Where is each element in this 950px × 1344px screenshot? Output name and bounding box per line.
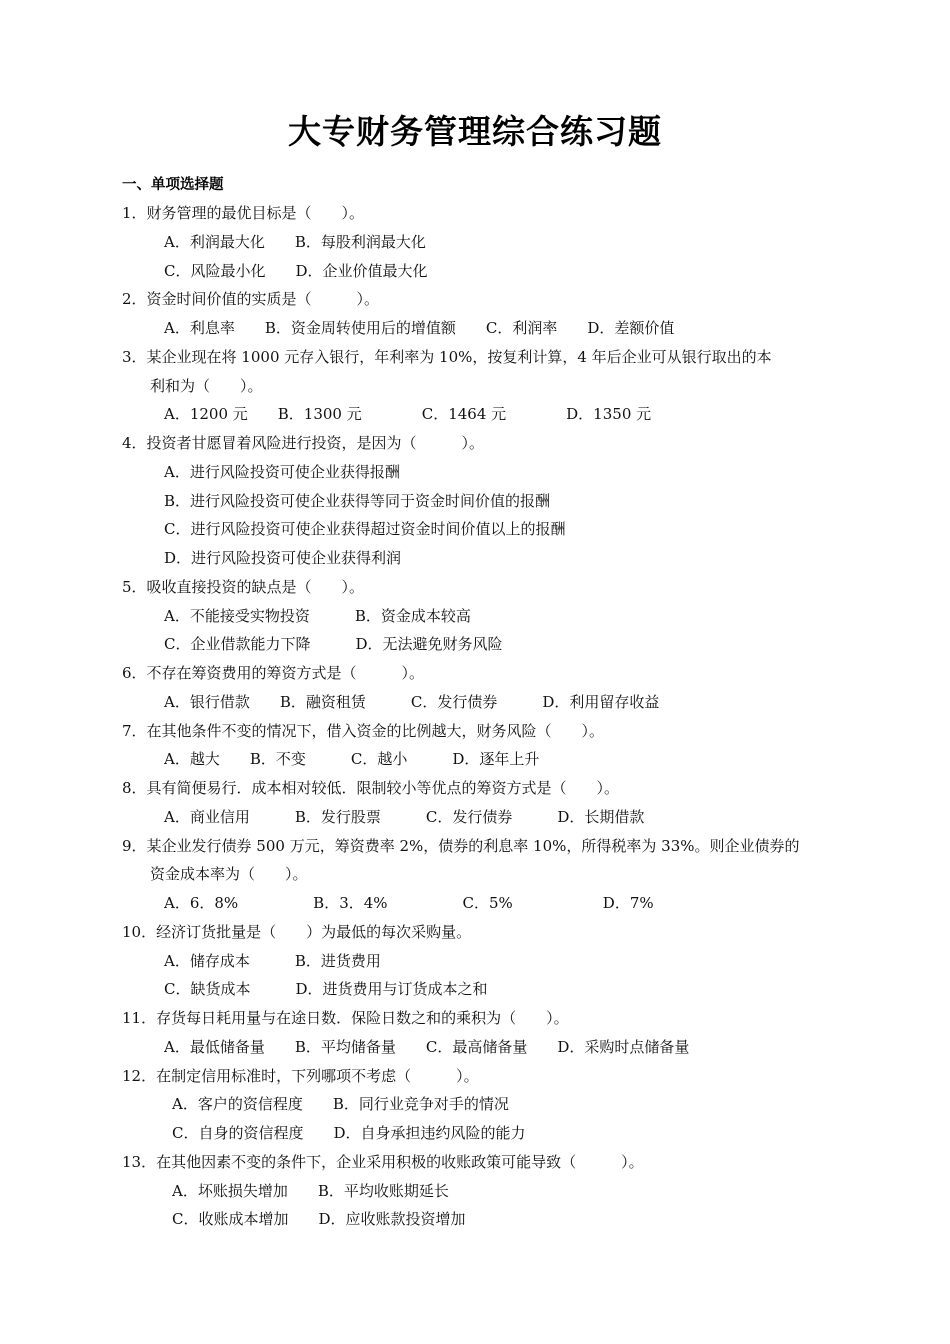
option-line: C．进行风险投资可使企业获得超过资金时间价值以上的报酬	[164, 520, 566, 539]
question-line: 12．在制定信用标准时，下列哪项不考虑（ ）。	[122, 1066, 479, 1085]
option-line: C．企业借款能力下降 D．无法避免财务风险	[164, 635, 503, 654]
question-continuation-line: 利和为（ ）。	[150, 376, 263, 395]
option-line: C．自身的资信程度 D．自身承担违约风险的能力	[172, 1124, 526, 1142]
question-line: 5．吸收直接投资的缺点是（ ）。	[122, 577, 365, 596]
option-line: C．风险最小化 D．企业价值最大化	[164, 261, 428, 280]
option-line: B．进行风险投资可使企业获得等同于资金时间价值的报酬	[164, 491, 551, 510]
option-line: A．进行风险投资可使企业获得报酬	[164, 462, 400, 481]
question-line: 6．不存在筹资费用的筹资方式是（ ）。	[122, 664, 425, 682]
option-line: A．商业信用 B．发行股票 C．发行债券 D．长期借款	[164, 807, 645, 826]
question-list	[122, 199, 842, 1234]
option-line: D．进行风险投资可使企业获得利润	[164, 549, 402, 567]
section-heading: 一、单项选择题	[122, 177, 224, 193]
question-line: 7．在其他条件不变的情况下，借入资金的比例越大，财务风险（ ）。	[122, 721, 605, 740]
question-line: 9．某企业发行债券 500 万元，筹资费率 2%，债券的利息率 10%，所得税率为 33%。则企业债券的	[122, 836, 800, 855]
option-line: A．利润最大化 B．每股利润最大化	[164, 232, 426, 251]
question-continuation-line: 资金成本率为（ ）。	[150, 865, 308, 884]
option-line: A．越大 B．不变 C．越小 D．逐年上升	[164, 750, 540, 769]
question-line: 1．财务管理的最优目标是（ ）。	[122, 204, 365, 222]
option-line: C．收账成本增加 D．应收账款投资增加	[172, 1210, 466, 1229]
question-line: 2．资金时间价值的实质是（ ）。	[122, 290, 380, 309]
question-line: 10．经济订货批量是（ ）为最低的每次采购量。	[122, 922, 472, 941]
option-line: A．储存成本 B．进货费用	[164, 951, 381, 970]
option-line: A．客户的资信程度 B．同行业竞争对手的情况	[172, 1095, 509, 1114]
option-line: A．6．8% B．3．4% C．5% D．7%	[164, 894, 654, 912]
option-line: A．银行借款 B．融资租赁 C．发行债券 D．利用留存收益	[164, 692, 660, 711]
option-line: A．1200 元 B．1300 元 C．1464 元 D．1350 元	[164, 405, 652, 424]
option-line: A．利息率 B．资金周转使用后的增值额 C．利润率 D．差额价值	[164, 319, 675, 337]
option-line: A．不能接受实物投资 B．资金成本较高	[164, 606, 471, 625]
question-line: 8．具有简便易行．成本相对较低．限制较小等优点的筹资方式是（ ）。	[122, 779, 620, 797]
question-line: 11．存货每日耗用量与在途日数．保险日数之和的乘积为（ ）。	[122, 1009, 569, 1027]
option-line: A．坏账损失增加 B．平均收账期延长	[172, 1181, 449, 1200]
document-title: 大专财务管理综合练习题	[288, 112, 662, 151]
question-line: 4．投资者甘愿冒着风险进行投资，是因为（ ）。	[122, 434, 485, 452]
question-line: 3．某企业现在将 1000 元存入银行，年利率为 10%，按复利计算，4 年后企业可从银行取出的本	[122, 347, 772, 366]
option-line: C．缺货成本 D．进货费用与订货成本之和	[164, 980, 488, 999]
question-line: 13．在其他因素不变的条件下，企业采用积极的收账政策可能导致（ ）。	[122, 1152, 644, 1171]
option-line: A．最低储备量 B．平均储备量 C．最高储备量 D．采购时点储备量	[164, 1037, 690, 1056]
